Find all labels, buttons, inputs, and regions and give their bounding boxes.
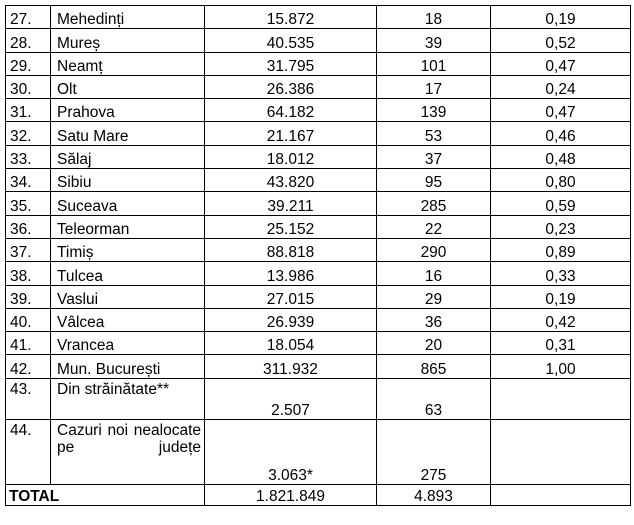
row-total-cases: 311.932 — [205, 355, 377, 378]
row-total-cases: 39.211 — [205, 192, 377, 215]
row-rate: 1,00 — [491, 355, 631, 378]
row-rate: 0,47 — [491, 52, 631, 75]
row-number: 39. — [6, 285, 51, 308]
row-rate: 0,19 — [491, 6, 631, 29]
row-rate: 0,48 — [491, 145, 631, 168]
row-number: 28. — [6, 29, 51, 52]
table-row — [6, 75, 631, 98]
row-total-cases: 88.818 — [205, 238, 377, 261]
row-name: Sălaj — [51, 145, 205, 168]
row-new-cases: 29 — [377, 285, 491, 308]
row-rate — [491, 378, 631, 419]
row-new-cases: 95 — [377, 169, 491, 192]
row-rate — [491, 419, 631, 484]
table-row — [6, 215, 631, 238]
table-row — [6, 6, 631, 29]
row-total-cases: 18.012 — [205, 145, 377, 168]
table-row — [6, 52, 631, 75]
row-name: Mehedinți — [51, 6, 205, 29]
table-row — [6, 29, 631, 52]
row-rate: 0,23 — [491, 215, 631, 238]
row-new-cases: 865 — [377, 355, 491, 378]
row-new-cases: 275 — [377, 419, 491, 484]
row-name: Satu Mare — [51, 122, 205, 145]
row-new-cases: 36 — [377, 308, 491, 331]
row-rate: 0,80 — [491, 169, 631, 192]
row-name: Mun. București — [51, 355, 205, 378]
row-new-cases: 17 — [377, 75, 491, 98]
row-total-cases: 43.820 — [205, 169, 377, 192]
row-number: 35. — [6, 192, 51, 215]
row-new-cases: 22 — [377, 215, 491, 238]
row-number: 31. — [6, 99, 51, 122]
row-total-cases: 18.054 — [205, 332, 377, 355]
row-name: Vâlcea — [51, 308, 205, 331]
row-number: 32. — [6, 122, 51, 145]
total-rate — [491, 484, 631, 505]
table-row-abroad — [6, 378, 631, 419]
row-total-cases: 21.167 — [205, 122, 377, 145]
total-label: TOTAL — [6, 484, 205, 505]
row-name: Vrancea — [51, 332, 205, 355]
row-number: 30. — [6, 75, 51, 98]
row-rate: 0,89 — [491, 238, 631, 261]
row-name: Tulcea — [51, 262, 205, 285]
row-rate: 0,52 — [491, 29, 631, 52]
row-new-cases: 37 — [377, 145, 491, 168]
row-new-cases: 101 — [377, 52, 491, 75]
table-row — [6, 332, 631, 355]
row-new-cases: 139 — [377, 99, 491, 122]
row-number: 41. — [6, 332, 51, 355]
row-name: Suceava — [51, 192, 205, 215]
table-body — [6, 6, 631, 506]
row-name: Teleorman — [51, 215, 205, 238]
row-new-cases: 18 — [377, 6, 491, 29]
table-row — [6, 99, 631, 122]
row-rate: 0,33 — [491, 262, 631, 285]
row-name: Din străinătate** — [51, 378, 205, 419]
row-new-cases: 285 — [377, 192, 491, 215]
table-row-total — [6, 484, 631, 505]
row-rate: 0,42 — [491, 308, 631, 331]
table-row — [6, 238, 631, 261]
row-number: 29. — [6, 52, 51, 75]
row-number: 44. — [6, 419, 51, 484]
row-new-cases: 16 — [377, 262, 491, 285]
row-number: 43. — [6, 378, 51, 419]
table-row — [6, 122, 631, 145]
row-name: Neamț — [51, 52, 205, 75]
row-number: 38. — [6, 262, 51, 285]
row-number: 33. — [6, 145, 51, 168]
county-cases-table — [5, 5, 631, 506]
table-row — [6, 145, 631, 168]
row-total-cases: 64.182 — [205, 99, 377, 122]
row-number: 42. — [6, 355, 51, 378]
row-total-cases: 25.152 — [205, 215, 377, 238]
table-row — [6, 262, 631, 285]
row-new-cases: 39 — [377, 29, 491, 52]
row-rate: 0,31 — [491, 332, 631, 355]
row-total-cases: 40.535 — [205, 29, 377, 52]
row-name: Cazuri noi nealocate pe județe — [51, 419, 205, 484]
table-row — [6, 169, 631, 192]
row-number: 27. — [6, 6, 51, 29]
total-new-cases: 4.893 — [377, 484, 491, 505]
row-rate: 0,24 — [491, 75, 631, 98]
row-name: Vaslui — [51, 285, 205, 308]
row-rate: 0,19 — [491, 285, 631, 308]
row-new-cases: 53 — [377, 122, 491, 145]
row-number: 37. — [6, 238, 51, 261]
row-total-cases: 2.507 — [205, 378, 377, 419]
row-number: 36. — [6, 215, 51, 238]
row-number: 40. — [6, 308, 51, 331]
row-new-cases: 20 — [377, 332, 491, 355]
table-row — [6, 308, 631, 331]
row-new-cases: 63 — [377, 378, 491, 419]
row-rate: 0,47 — [491, 99, 631, 122]
row-name: Sibiu — [51, 169, 205, 192]
table-row — [6, 355, 631, 378]
row-total-cases: 31.795 — [205, 52, 377, 75]
table-row — [6, 285, 631, 308]
row-total-cases: 3.063* — [205, 419, 377, 484]
table-row-unallocated — [6, 419, 631, 484]
row-name: Olt — [51, 75, 205, 98]
row-name: Prahova — [51, 99, 205, 122]
total-cases: 1.821.849 — [205, 484, 377, 505]
row-number: 34. — [6, 169, 51, 192]
row-new-cases: 290 — [377, 238, 491, 261]
row-name: Mureș — [51, 29, 205, 52]
row-name: Timiș — [51, 238, 205, 261]
row-rate: 0,59 — [491, 192, 631, 215]
row-total-cases: 27.015 — [205, 285, 377, 308]
row-total-cases: 13.986 — [205, 262, 377, 285]
row-total-cases: 26.939 — [205, 308, 377, 331]
row-total-cases: 15.872 — [205, 6, 377, 29]
row-total-cases: 26.386 — [205, 75, 377, 98]
row-rate: 0,46 — [491, 122, 631, 145]
table-row — [6, 192, 631, 215]
